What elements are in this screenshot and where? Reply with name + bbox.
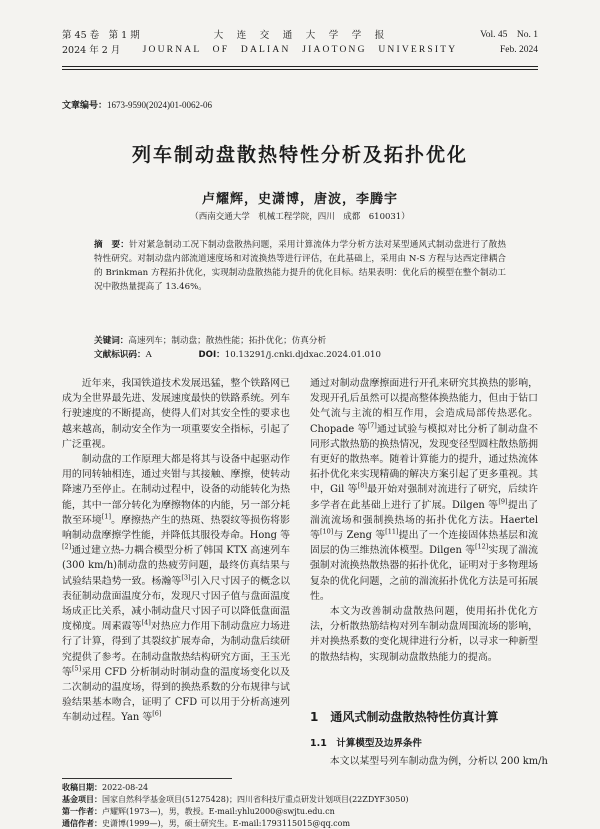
citation-marker: [1]	[101, 512, 111, 521]
article-number-label: 文章编号：	[62, 101, 108, 111]
keywords	[94, 334, 506, 348]
footnote-received: 收稿日期：2022-08-24	[62, 783, 149, 792]
body-paragraph: 近年来，我国铁道技术发展迅猛，整个铁路网已成为全世界最先进、发展速度最快的铁路系统。列车行驶速度的不断提高，使得人们对其安全性的要求也越来越高，制动安全作为一项重要安全指标，引起了广泛重视。	[62, 378, 290, 450]
running-header	[62, 28, 538, 68]
keywords-label: 关键词：	[94, 336, 129, 346]
citation-marker: [7]	[367, 421, 377, 430]
citation-marker: [9]	[498, 497, 508, 506]
footnote-funding: 基金项目：国家自然科学基金项目(51275428)；四川省科技厅重点研发计划项目(22ZDYF3050)	[62, 795, 409, 804]
footnote-rule	[62, 778, 232, 779]
doi-value: 10.13291/j.cnki.djdxac.2024.01.010	[224, 350, 381, 360]
citation-marker: [12]	[475, 542, 489, 551]
citation-marker: [2]	[62, 542, 72, 551]
header-rule-thick	[62, 66, 538, 67]
body-column-left	[62, 376, 290, 726]
header-rule-thin	[62, 69, 538, 70]
abstract	[94, 238, 506, 294]
body-paragraph-tail: 本文以某型号列车制动盘为例，分析以 200 km/h	[329, 756, 548, 767]
date-cn: 2024 年 2 月	[62, 45, 121, 56]
citation-marker: [4]	[141, 618, 151, 627]
footnote-corresponding-author: 通信作者：史潇博(1999—)，男，硕士研究生。E-mail:1793115015@qq.com	[62, 819, 351, 828]
citation-marker: [8]	[357, 482, 367, 491]
paper-authors: 卢耀辉，史潇博，唐波，李腾宇	[201, 192, 398, 207]
paper-title: 列车制动盘散热特性分析及拓扑优化	[131, 144, 468, 166]
article-number	[62, 98, 212, 111]
keywords-text: 高速列车；制动盘；散热性能；拓扑优化；仿真分析	[128, 336, 327, 346]
classification	[94, 348, 506, 362]
article-number-value: 1673-9590(2024)01-0062-06	[107, 100, 213, 110]
citation-marker: [3]	[181, 573, 191, 582]
doc-code-value: A	[145, 350, 152, 360]
date-en: Feb. 2024	[500, 45, 538, 55]
citation-marker: [5]	[72, 664, 82, 673]
header-center	[62, 28, 538, 58]
journal-name-en: JOURNAL OF DALIAN JIAOTONG UNIVERSITY	[142, 45, 458, 55]
body-paragraph: 通过对制动盘摩擦面进行开孔来研究其换热的影响，发现开孔后虽然可以提高整体换热能力，但由于钻口处气流与主流的相互作用，会造成局部传热恶化。Chopade 等[7]通过试验与模拟对比分析了制动盘不同形式散热筋的换热情况，发现变径型圆柱散热筋拥有更好的散热率。随着计算能力的提升，通过热流体拓扑优化来实现精确的解决方案引起了更多重视。其中，Gil 等[8]最开始对强制对流进行了研究，后续许多学者在此基础上进行了扩展。Dilgen 等[9]提出了湍流流场和强制换热场的拓扑优化方法。Haertel 等[10]与 Zeng 等[11]提出了一个连接固体热基层和流固层的伪三维热流体模型。Dilgen 等[12]实现了湍流强制对流换热散热器的拓扑优化，证明对于多物理场复杂的优化问题，之前的湍流拓扑优化方法是可拓展性。	[310, 378, 538, 602]
paper-affiliation: （西南交通大学 机械工程学院，四川 成都 610031）	[190, 212, 410, 222]
footnote-first-author: 第一作者：卢耀辉(1973—)，男，教授。E-mail:yhlu2000@swjtu.edu.cn	[62, 807, 335, 816]
body-paragraph: 制动盘的工作原理大都是将其与设备中起驱动作用的同转轴相连，通过夹钳与其接触、摩擦，使转动降速乃至停止。在制动过程中，设备的动能转化为热能，其中一部分转化为摩擦物体的内能，另一部分耗散至环境[1]。摩擦热产生的热斑、热裂纹等损伤将影响制动盘摩擦学性能，并降低其服役寿命。Hong 等[2]通过建立热-力耦合模型分析了韩国 KTX 高速列车(300 km/h)制动盘的热疲劳问题，最终仿真结果与试验结果趋势一致。杨瀚等[3]引入尺寸因子的概念以表征制动盘面温度分布，发现尺寸因子值与盘面温度场成正比关系，减小制动盘尺寸因子可以降低盘面温度梯度。周素霞等[4]对热应力作用下制动盘应力场进行了计算，得到了其裂纹扩展寿命，为制动盘后续研究提供了参考。在制动盘散热结构研究方面，王玉光等[5]采用 CFD 分析制动时制动盘的温度场变化以及二次制动的温度场，得到的换热系数的分布规律与试验结果基本吻合，证明了 CFD 可以用于分析高速列车制动过程。Yan 等[6]	[62, 454, 290, 724]
subsection-heading: 1.1 计算模型及边界条件	[310, 738, 422, 749]
body-column-right	[310, 376, 538, 665]
doc-code-label: 文献标识码：	[94, 350, 146, 360]
section-heading: 1 通风式制动盘散热特性仿真计算	[310, 710, 499, 724]
abstract-label: 摘 要：	[94, 240, 130, 250]
volume-cn: 第 45 卷 第 1 期	[62, 30, 140, 41]
journal-name-cn: 大 连 交 通 大 学 学 报	[213, 30, 387, 41]
volume-en: Vol. 45 No. 1	[480, 30, 538, 40]
citation-marker: [11]	[385, 527, 399, 536]
citation-marker: [10]	[319, 527, 334, 536]
citation-marker: [6]	[152, 710, 162, 719]
header-right	[480, 28, 538, 58]
doi-label: DOI：	[198, 350, 225, 360]
body-paragraph: 本文为改善制动盘散热问题，使用拓扑优化方法，分析散热筋结构对列车制动盘周围流场的影响，并对换热系数的变化规律进行分析，以寻求一种新型的散热结构，实现制动盘散热能力的提高。	[310, 606, 538, 663]
abstract-text: 针对紧急制动工况下制动盘散热问题，采用计算流体力学分析方法对某型通风式制动盘进行了散热特性研究。对制动盘内部流道速度场和对流换热等进行评估，在此基础上，采用由 N-S 方程与达西定律耦合的 Brinkman 方程拓扑优化，实现制动盘散热能力提升的优化目标。结果表明：优化后的模型在整个制动工况中散热量提高了 13.46%。	[94, 240, 506, 292]
